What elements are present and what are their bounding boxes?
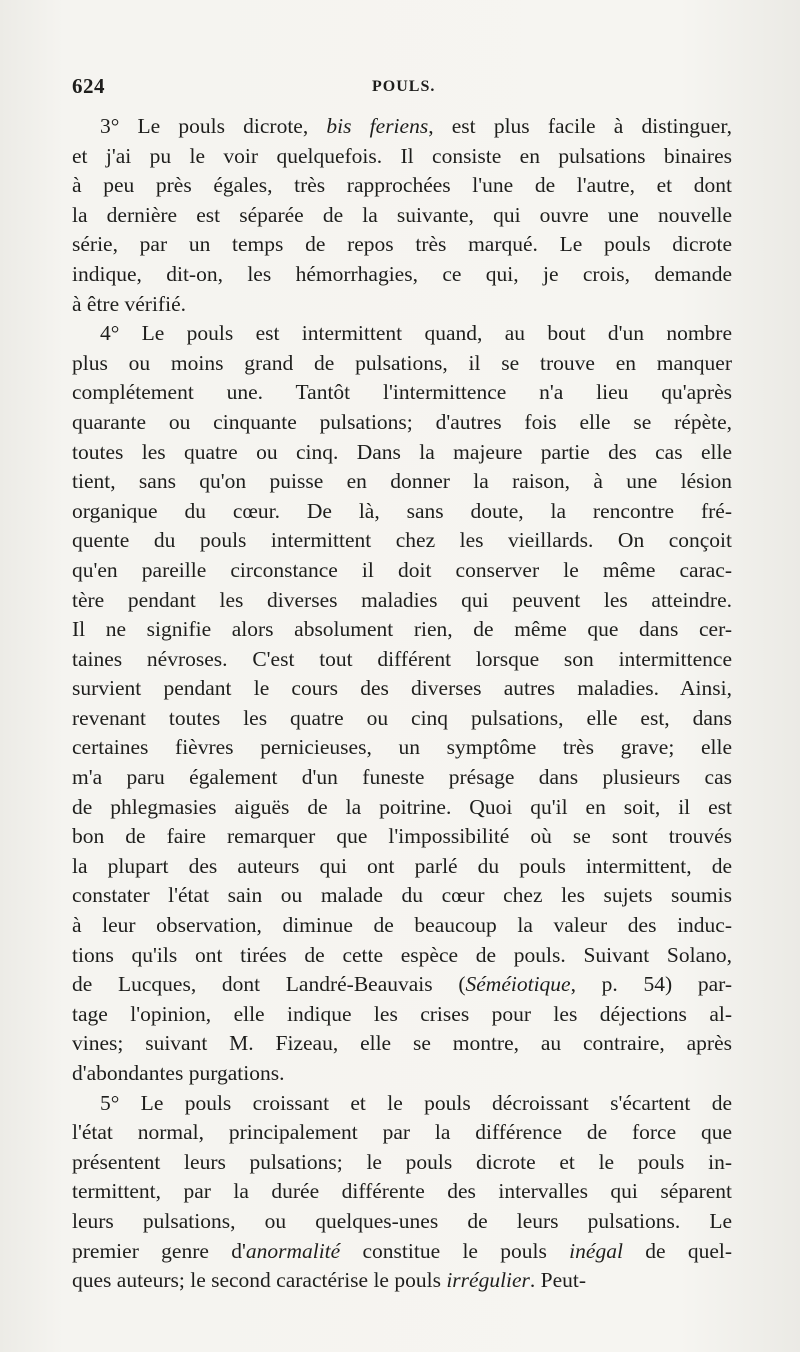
text-line: présentent leurs pulsations; le pouls dicrote et le pouls in- (72, 1149, 732, 1174)
text-line: tère pendant les diverses maladies qui peuvent les atteindre. (72, 587, 732, 612)
text-line: à peu près égales, très rapprochées l'une de l'autre, et dont (72, 173, 732, 198)
text-line: ques auteurs; le second caractérise le pouls irrégulier. Peut- (72, 1268, 587, 1293)
text-line: quarante ou cinquante pulsations; d'autres fois elle se répète, (72, 409, 732, 434)
text-line: certaines fièvres pernicieuses, un symptôme très grave; elle (72, 735, 732, 760)
text-line: de Lucques, dont Landré-Beauvais (Séméiotique, p. 54) par- (72, 972, 733, 997)
text-line: m'a paru également d'un funeste présage dans plusieurs cas (72, 765, 732, 790)
text-line: toutes les quatre ou cinq. Dans la majeure partie des cas elle (72, 439, 732, 464)
text-line: tient, sans qu'on puisse en donner la raison, à une lésion (72, 469, 732, 494)
text-line: revenant toutes les quatre ou cinq pulsations, elle est, dans (72, 705, 732, 730)
text-line: indique, dit-on, les hémorrhagies, ce qui, je crois, demande (72, 261, 732, 286)
text-line: la dernière est séparée de la suivante, qui ouvre une nouvelle (72, 202, 732, 227)
text-line: tions qu'ils ont tirées de cette espèce de pouls. Suivant Solano, (72, 942, 732, 967)
page-number: 624 (72, 74, 105, 98)
text-line: bon de faire remarquer que l'impossibilité où se sont trouvés (72, 824, 732, 849)
text-line: 3° Le pouls dicrote, bis feriens, est plus facile à distinguer, (100, 114, 732, 138)
text-line: tage l'opinion, elle indique les crises pour les déjections al- (72, 1001, 732, 1026)
text-line: 5° Le pouls croissant et le pouls décroissant s'écartent de (100, 1090, 732, 1115)
text-line: taines névroses. C'est tout différent lorsque son intermittence (72, 646, 732, 671)
text-line: l'état normal, principalement par la différence de force que (72, 1120, 732, 1145)
text-line: Il ne signifie alors absolument rien, de même que dans cer- (72, 617, 732, 642)
text-line: de phlegmasies aiguës de la poitrine. Quoi qu'il en soit, il est (72, 794, 732, 819)
text-line: survient pendant le cours des diverses autres maladies. Ainsi, (72, 676, 732, 701)
text-line: série, par un temps de repos très marqué. Le pouls dicrote (72, 232, 732, 257)
text-line: complétement une. Tantôt l'intermittence n'a lieu qu'après (72, 380, 732, 405)
text-line: à leur observation, diminue de beaucoup la valeur des induc- (72, 913, 732, 938)
text-line: d'abondantes purgations. (72, 1061, 285, 1085)
text-line: qu'en pareille circonstance il doit conserver le même carac- (72, 557, 732, 582)
text-line: la plupart des auteurs qui ont parlé du pouls intermittent, de (72, 853, 732, 878)
text-line: leurs pulsations, ou quelques-unes de leurs pulsations. Le (72, 1208, 732, 1233)
text-line: et j'ai pu le voir quelquefois. Il consiste en pulsations binaires (72, 143, 732, 168)
running-head: POULS. (372, 78, 436, 95)
paragraph-4-intermittent (72, 319, 732, 1088)
text-line: vines; suivant M. Fizeau, elle se montre, au contraire, après (72, 1031, 732, 1056)
body-text (72, 112, 732, 1296)
page-header (72, 74, 732, 104)
text-line: 4° Le pouls est intermittent quand, au bout d'un nombre (100, 321, 732, 346)
paragraph-3-dicrote (72, 112, 732, 319)
text-line: premier genre d'anormalité constitue le pouls inégal de quel- (72, 1238, 733, 1263)
text-line: termittent, par la durée différente des intervalles qui séparent (72, 1179, 732, 1204)
text-line: organique du cœur. De là, sans doute, la rencontre fré- (72, 498, 732, 523)
paragraph-5-croissant (72, 1089, 732, 1296)
text-line: quente du pouls intermittent chez les vieillards. On conçoit (72, 528, 732, 553)
text-line: constater l'état sain ou malade du cœur chez les sujets soumis (72, 883, 732, 908)
text-line: plus ou moins grand de pulsations, il se trouve en manquer (72, 350, 732, 375)
text-line: à être vérifié. (72, 291, 186, 316)
